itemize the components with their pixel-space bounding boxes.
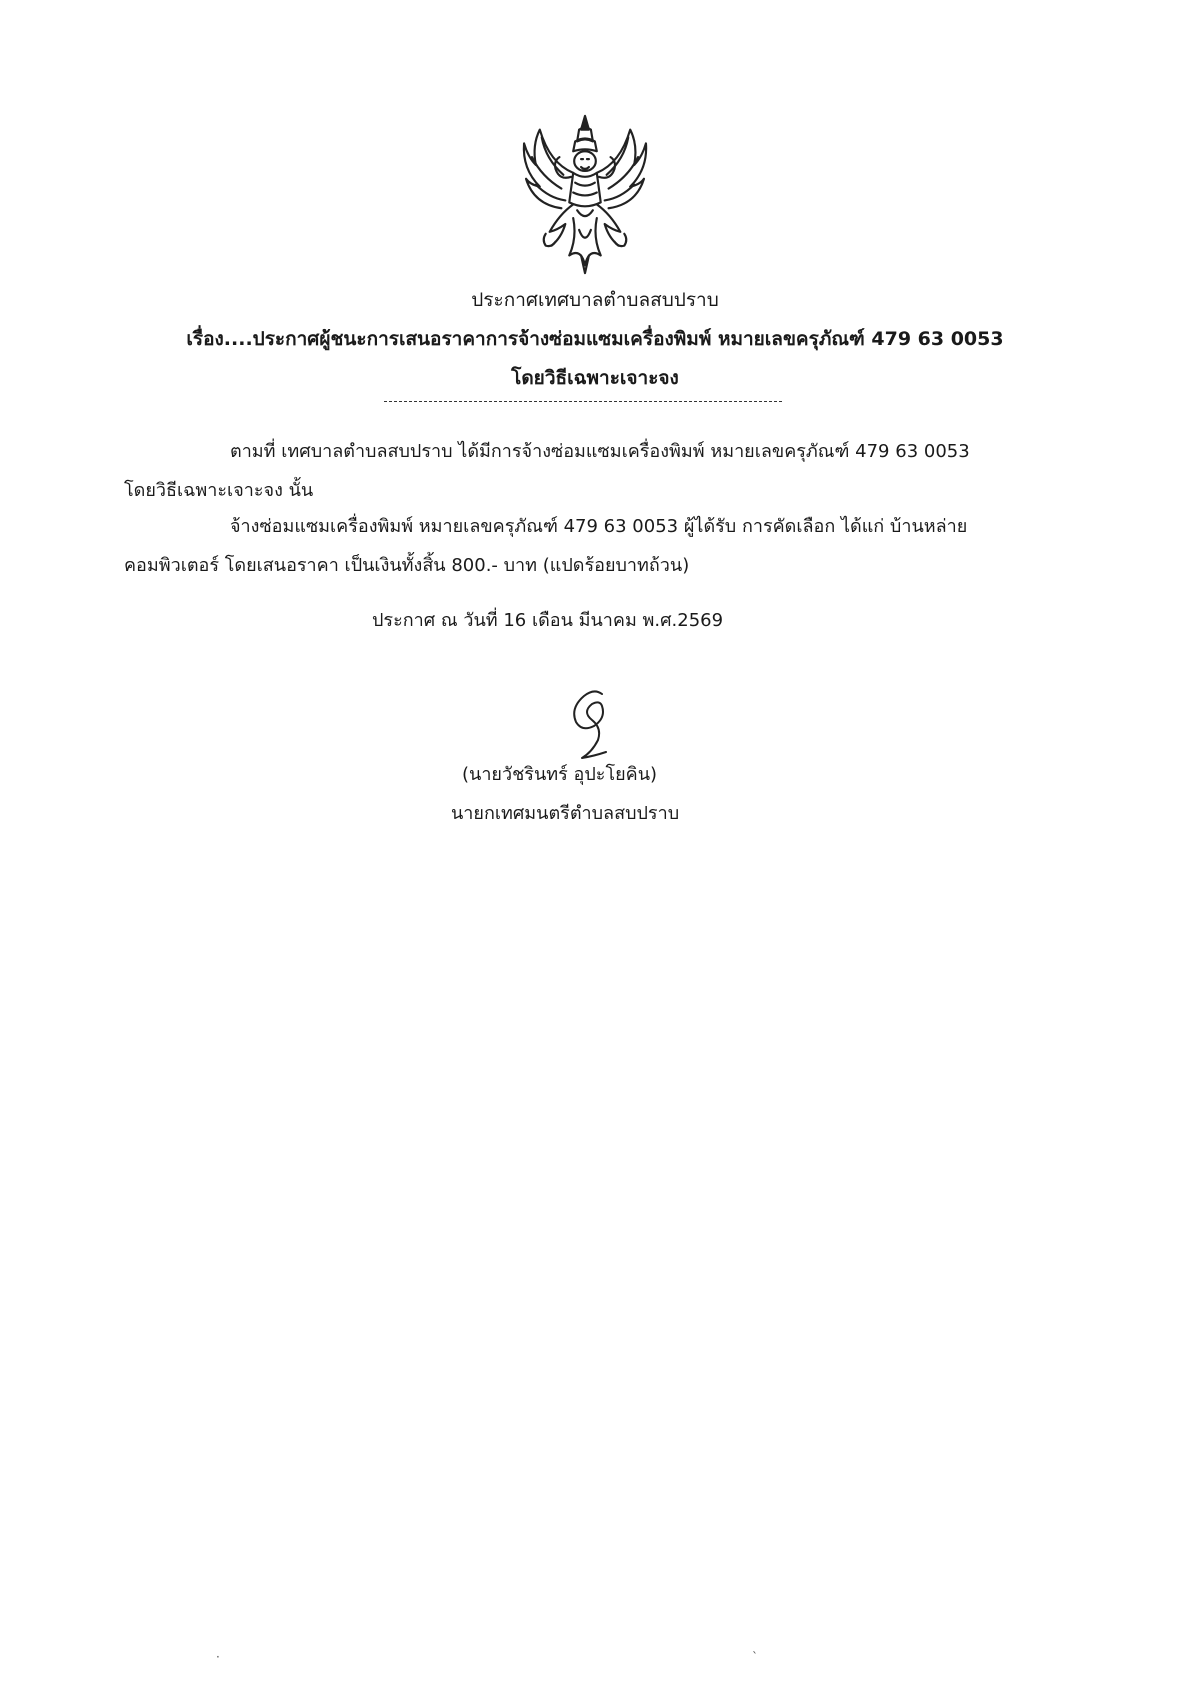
- document-subject: เรื่อง....ประกาศผู้ชนะการเสนอราคาการจ้างซ่อมแซมเครื่องพิมพ์ หมายเลขครุภัณฑ์ 479 63 0053: [186, 328, 1004, 350]
- scan-speck: ·: [216, 1650, 220, 1664]
- paragraph-1-line-1: ตามที่ เทศบาลตำบลสบปราบ ได้มีการจ้างซ่อมแซมเครื่องพิมพ์ หมายเลขครุภัณฑ์ 479 63 0053: [230, 441, 970, 462]
- handwritten-signature-icon: [562, 688, 622, 764]
- header-divider: [384, 401, 782, 402]
- signatory-name: (นายวัชรินทร์ อุปะโยคิน): [462, 764, 658, 785]
- scan-speck: `: [752, 1650, 758, 1664]
- garuda-emblem-icon: [516, 108, 654, 280]
- document-title: ประกาศเทศบาลตำบลสบปราบ: [471, 289, 719, 311]
- paragraph-2-line-2: คอมพิวเตอร์ โดยเสนอราคา เป็นเงินทั้งสิ้น 800.- บาท (แปดร้อยบาทถ้วน): [124, 555, 690, 576]
- signatory-position: นายกเทศมนตรีตำบลสบปราบ: [451, 803, 680, 824]
- paragraph-1-line-2: โดยวิธีเฉพาะเจาะจง นั้น: [124, 480, 314, 501]
- announcement-date: ประกาศ ณ วันที่ 16 เดือน มีนาคม พ.ศ.2569: [372, 610, 724, 631]
- procurement-method: โดยวิธีเฉพาะเจาะจง: [511, 367, 679, 389]
- paragraph-2-line-1: จ้างซ่อมแซมเครื่องพิมพ์ หมายเลขครุภัณฑ์ 479 63 0053 ผู้ได้รับ การคัดเลือก ได้แก่ บ้านหล่าย: [230, 516, 968, 537]
